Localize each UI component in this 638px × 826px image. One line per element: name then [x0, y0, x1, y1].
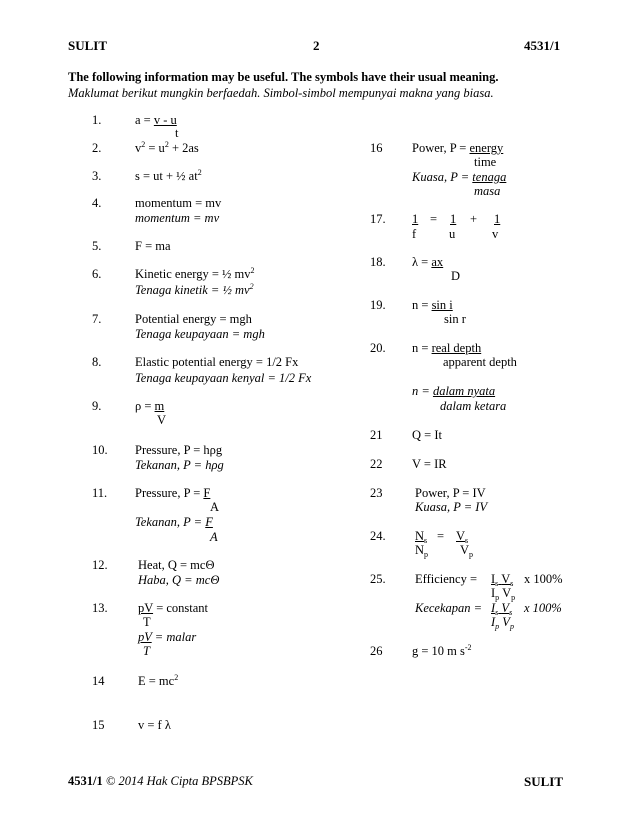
- formula-25-english-percent: x 100%: [524, 572, 563, 586]
- formula-18-denominator: D: [451, 269, 461, 283]
- formula-13-english: [138, 601, 208, 616]
- formula-25-number: 25.: [370, 572, 386, 586]
- formula-24-v2: V: [460, 543, 470, 557]
- formula-25-ms-i: I: [491, 601, 496, 615]
- formula-6-malay-text: Tenaga kinetik = ½ mv: [135, 283, 250, 297]
- formula-17-number: 17.: [370, 212, 386, 226]
- formula-12-number: 12.: [92, 558, 108, 572]
- formula-3: [135, 169, 202, 184]
- formula-24-vp-sub: p: [469, 550, 474, 559]
- formula-8-malay: Tenaga keupayaan kenyal = 1/2 Fx: [135, 371, 312, 385]
- formula-4-number: 4.: [92, 196, 102, 210]
- formula-20-malay-lhs: n =: [412, 384, 433, 398]
- formula-2-sq1: 2: [141, 140, 146, 149]
- formula-25-den-v-sub: p: [511, 593, 516, 602]
- footer-right: SULIT: [524, 774, 564, 789]
- formula-25-malay-percent: x 100%: [524, 601, 562, 615]
- formula-18-number: 18.: [370, 255, 386, 269]
- formula-19-denominator: sin r: [444, 312, 466, 326]
- formula-7-number: 7.: [92, 312, 102, 326]
- formula-25-malay-lhs: Kecekapan =: [415, 601, 483, 615]
- formula-25-malay-numerator-underline: [491, 601, 512, 615]
- formula-24-ns-sub: s: [424, 536, 428, 545]
- formula-15: v = f λ: [138, 718, 171, 732]
- formula-17-plus: +: [470, 212, 478, 226]
- formula-25-ms-den-i: I: [491, 615, 496, 629]
- formula-3-sq: 2: [197, 168, 202, 177]
- formula-22-number: 22: [370, 457, 383, 471]
- formula-20-malay-denominator: dalam ketara: [440, 399, 507, 413]
- formula-23-number: 23: [370, 486, 383, 500]
- formula-24-numerator-right: [456, 529, 468, 544]
- formula-9-number: 9.: [92, 399, 102, 413]
- formula-25-den-i: I: [491, 586, 496, 600]
- formula-6-malay: [135, 283, 254, 298]
- formula-21: Q = It: [412, 428, 442, 442]
- formula-6-english: [135, 267, 254, 282]
- formula-13-malay-rest: = malar: [151, 630, 197, 644]
- header-right: 4531/1: [524, 38, 561, 53]
- formula-2-number: 2.: [92, 141, 102, 155]
- formula-3-number: 3.: [92, 169, 102, 183]
- formula-25-ms-den-i-sub: p: [495, 622, 500, 631]
- formula-22: V = IR: [412, 457, 447, 471]
- formula-26-exponent: -2: [464, 643, 472, 652]
- formula-25-malay-denominator: [491, 615, 514, 630]
- formula-25-ms-den-v-sub: p: [509, 622, 514, 631]
- formula-20-number: 20.: [370, 341, 386, 355]
- formula-1: [135, 113, 177, 128]
- formula-17-term1-bottom: f: [412, 227, 417, 241]
- formula-26-text: g = 10 m s: [412, 644, 465, 658]
- formula-10-malay: Tekanan, P = hρg: [135, 458, 224, 472]
- formula-5-number: 5.: [92, 239, 102, 253]
- formula-9-denominator: V: [157, 413, 167, 427]
- formula-7-english: Potential energy = mgh: [135, 312, 252, 326]
- formula-20-english: [412, 341, 481, 356]
- formula-16-english: [412, 141, 503, 156]
- formula-18-numerator: ax: [431, 255, 444, 269]
- formula-11-english-lhs: Pressure, P =: [135, 486, 204, 500]
- formula-24-vs-sub: s: [465, 536, 469, 545]
- formula-11-number: 11.: [92, 486, 108, 500]
- page-number: 2: [313, 38, 320, 53]
- formula-24-np-sub: p: [424, 550, 429, 559]
- formula-4-english: momentum = mv: [135, 196, 222, 210]
- formula-1-denominator: t: [175, 126, 179, 140]
- formula-19-numerator: sin i: [431, 298, 453, 312]
- formula-17-equals: =: [430, 212, 438, 226]
- formula-25-english-lhs: Efficiency =: [415, 572, 477, 586]
- formula-24-n: N: [415, 529, 425, 543]
- formula-16-number: 16: [370, 141, 383, 155]
- formula-25-english-numerator-underline: [491, 572, 513, 586]
- formula-13-english-numerator: pV: [138, 601, 154, 615]
- formula-1-number: 1.: [92, 113, 102, 127]
- formula-24-number: 24.: [370, 529, 386, 543]
- formula-11-malay: [135, 515, 213, 530]
- formula-25-den-v: V: [502, 586, 512, 600]
- formula-16-english-denominator: time: [474, 155, 497, 169]
- formula-10-english: Pressure, P = hρg: [135, 443, 223, 457]
- formula-16-malay: [412, 170, 506, 185]
- formula-16-malay-lhs: Kuasa, P =: [412, 170, 473, 184]
- intro-malay: Maklumat berikut mungkin berfaedah. Simbol-simbol mempunyai makna yang biasa.: [68, 86, 494, 100]
- header-left: SULIT: [68, 38, 108, 53]
- formula-2-rest: + 2as: [168, 141, 199, 155]
- formula-25-ms-v-sub: s: [509, 608, 513, 617]
- formula-19: [412, 298, 453, 313]
- footer-left: [68, 774, 253, 789]
- formula-17-term3-top: 1: [494, 212, 501, 226]
- formula-24-denominator-right: [460, 543, 473, 558]
- formula-11-malay-denominator: A: [210, 530, 218, 544]
- formula-25-den-i-sub: p: [495, 593, 500, 602]
- formula-24-numerator-left: [415, 529, 427, 544]
- formula-17-term2-bottom: u: [449, 227, 456, 241]
- formula-14-number: 14: [92, 674, 105, 688]
- formula-1-lhs: a =: [135, 113, 154, 127]
- formula-2: [135, 141, 199, 156]
- formula-25-v: V: [501, 572, 511, 586]
- formula-6-malay-sq: 2: [249, 282, 254, 291]
- formula-3-text: s = ut + ½ at: [135, 169, 198, 183]
- formula-10-number: 10.: [92, 443, 108, 457]
- formula-25-english-numerator: [491, 572, 513, 587]
- formula-18: [412, 255, 443, 270]
- formula-11-english: [135, 486, 210, 501]
- formula-5: F = ma: [135, 239, 171, 253]
- formula-21-number: 21: [370, 428, 383, 442]
- formula-13-number: 13.: [92, 601, 108, 615]
- formula-9: [135, 399, 164, 414]
- formula-14: [138, 674, 178, 689]
- formula-13-malay-denominator: T: [143, 644, 150, 658]
- formula-20-english-lhs: n =: [412, 341, 432, 355]
- formula-14-text: E = mc: [138, 674, 175, 688]
- formula-7-malay: Tenaga keupayaan = mgh: [135, 327, 265, 341]
- formula-15-number: 15: [92, 718, 105, 732]
- formula-25-ms-v: V: [501, 601, 510, 615]
- formula-23-english: Power, P = IV: [415, 486, 486, 500]
- formula-16-malay-denominator: masa: [474, 184, 501, 198]
- formula-26: [412, 644, 472, 659]
- formula-4-malay: momentum = mv: [135, 211, 220, 225]
- formula-24-denominator-left: [415, 543, 428, 558]
- formula-9-lhs: ρ =: [135, 399, 155, 413]
- formula-14-sq: 2: [174, 673, 179, 682]
- formula-26-number: 26: [370, 644, 383, 658]
- formula-23-malay: Kuasa, P = IV: [415, 500, 488, 514]
- formula-11-malay-lhs: Tekanan, P =: [135, 515, 206, 529]
- formula-16-english-numerator: energy: [469, 141, 504, 155]
- formula-16-malay-numerator: tenaga: [472, 170, 507, 184]
- formula-24-v: V: [456, 529, 466, 543]
- formula-9-numerator: m: [154, 399, 165, 413]
- formula-12-malay: Haba, Q = mcΘ: [138, 573, 220, 587]
- formula-24-n2: N: [415, 543, 425, 557]
- formula-2-mid: = u: [145, 141, 165, 155]
- formula-2-sq2: 2: [164, 140, 169, 149]
- formula-19-number: 19.: [370, 298, 386, 312]
- footer-code: 4531/1: [68, 774, 103, 788]
- formula-1-numerator: v - u: [153, 113, 177, 127]
- formula-17-term2-top: 1: [450, 212, 457, 226]
- formula-20-malay-numerator: dalam nyata: [432, 384, 496, 398]
- formula-16-english-lhs: Power, P =: [412, 141, 470, 155]
- formula-25-i-sub: s: [495, 579, 499, 588]
- formula-24-vs: [456, 529, 468, 543]
- formula-11-malay-numerator: F: [205, 515, 213, 529]
- formula-12-english: Heat, Q = mcΘ: [138, 558, 215, 572]
- formula-24-equals: =: [437, 529, 445, 543]
- formula-25-ms-i-sub: s: [495, 608, 499, 617]
- formula-25-english-denominator: [491, 586, 515, 601]
- formula-19-lhs: n =: [412, 298, 432, 312]
- formula-25-malay-numerator: [491, 601, 512, 616]
- formula-20-english-denominator: apparent depth: [443, 355, 517, 369]
- formula-13-malay-numerator: pV: [138, 630, 152, 644]
- formula-11-english-denominator: A: [210, 500, 220, 514]
- formula-20-english-numerator: real depth: [431, 341, 482, 355]
- formula-13-english-rest: = constant: [153, 601, 209, 615]
- formula-24-ns: [415, 529, 427, 543]
- formula-13-english-denominator: T: [143, 615, 151, 629]
- formula-8-number: 8.: [92, 355, 102, 369]
- formula-13-malay: [138, 630, 196, 645]
- formula-2-v: v: [135, 141, 142, 155]
- formula-6-english-sq: 2: [250, 266, 255, 275]
- formula-20-malay: [412, 384, 495, 399]
- formula-25-ms-den-v: V: [502, 615, 510, 629]
- formula-25-i: I: [491, 572, 496, 586]
- intro-english: The following information may be useful. The symbols have their usual meaning.: [68, 70, 499, 84]
- formula-6-number: 6.: [92, 267, 102, 281]
- formula-17-term1-top: 1: [412, 212, 419, 226]
- formula-25-v-sub: s: [510, 579, 514, 588]
- footer-copyright: © 2014 Hak Cipta BPSBPSK: [102, 774, 253, 788]
- formula-18-lhs: λ =: [412, 255, 432, 269]
- formula-8-english: Elastic potential energy = 1/2 Fx: [135, 355, 299, 369]
- formula-17-term3-bottom: v: [492, 227, 499, 241]
- formula-6-english-text: Kinetic energy = ½ mv: [135, 267, 251, 281]
- formula-11-english-numerator: F: [203, 486, 211, 500]
